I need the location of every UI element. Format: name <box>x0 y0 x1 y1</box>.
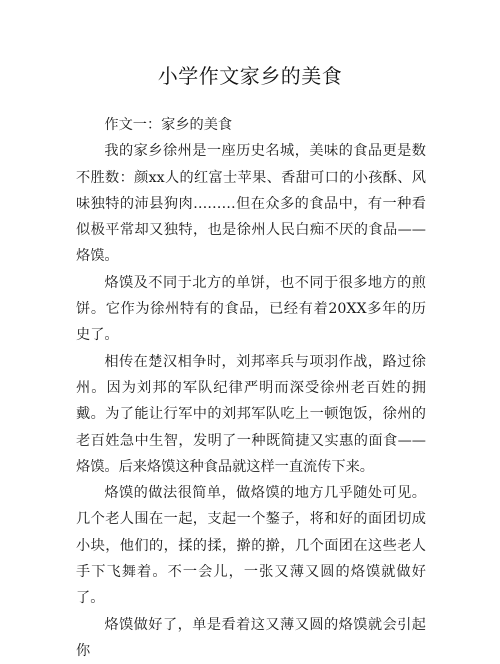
paragraph-5: 烙馍做好了，单是看着这又薄又圆的烙馍就会引起你 <box>76 616 426 659</box>
paragraph-1: 我的家乡徐州是一座历史名城，美味的食品更是数不胜数：颜xx人的红富士苹果、香甜可口的小孩酥、风味独特的沛县狗肉………但在众多的食品中，有一种看似极平常却又独特，也是徐州人民白痴不厌的食品——烙馍。 <box>76 143 426 265</box>
document-title: 小学作文家乡的美食 <box>157 64 343 88</box>
paragraph-3: 相传在楚汉相争时，刘邦率兵与项羽作战，路过徐州。因为刘邦的军队纪律严明而深受徐州老百姓的拥戴。为了能让行军中的刘邦军队吃上一顿饱饭，徐州的老百姓急中生智，发明了一种既简捷又实惠的面食——烙馍。后来烙馍这种食品就这样一直流传下来。 <box>76 353 426 475</box>
paragraph-4: 烙馍的做法很简单，做烙馍的地方几乎随处可见。几个老人围在一起，支起一个鏊子，将和好的面团切成小块，他们的，揉的揉，擀的擀，几个面团在这些老人手下飞舞着。不一会儿，一张又薄又圆的烙馍就做好了。 <box>76 485 426 607</box>
document-body <box>76 112 426 664</box>
section-heading: 作文一：家乡的美食 <box>104 117 233 133</box>
paragraph-2: 烙馍及不同于北方的单饼，也不同于很多地方的煎饼。它作为徐州特有的食品，已经有着20XX多年的历史了。 <box>76 274 426 344</box>
